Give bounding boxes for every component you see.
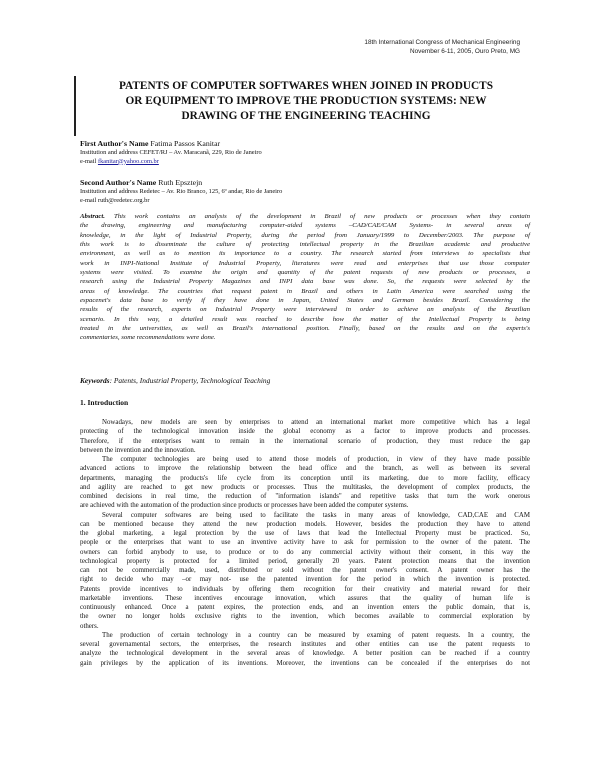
second-author-email-label: e-mail <box>80 196 97 204</box>
body-line: marketable inventions. These incentives encourage innovation, which assures that the quality of human life is <box>80 594 530 602</box>
abstract-line: treated in the universities, as well as Brazil's international position. Finally, based on the results and on the experts's <box>80 325 530 333</box>
body-line: gain privileges by the application of its inventions. Moreover, the inventions can be concealed if the enterprises do not <box>80 659 530 667</box>
first-author-block <box>80 139 540 166</box>
body-line: The computer technologies are being used to attend those models of production, in view of they have made possible <box>102 456 530 463</box>
abstract-line: systems were visited. To examine the origin and quantity of the patent requests of new products or processes, a <box>80 269 530 277</box>
conference-date-location: November 6-11, 2005, Ouro Preto, MG <box>410 47 520 55</box>
first-author-institution: Institution and address CEFET/RJ – Av. Maracanã, 229, Rio de Janeiro <box>80 149 262 156</box>
body-line: can be mentioned because they attend the new production models. However, besides the production they have to attend <box>80 520 530 528</box>
body-line: protecting of the technological innovation inside the global economy as a factor to improve products and processes. <box>80 428 530 436</box>
abstract-line: commentaries, some recommendations were done. <box>80 334 216 342</box>
first-author-email-label: e-mail <box>80 157 97 165</box>
body-line: departments, managing the products's life cycle from its conception until its marketing, due to more facility, efficacy <box>80 474 530 482</box>
body-line: others. <box>80 622 99 630</box>
abstract-line: areas of knowledge. The countries that request patent in Brazil and others in Latin America were searched using the <box>80 287 530 295</box>
body-line: and agility are reached to get new products or processes. Thus the multitasks, the development of complex products, the <box>80 483 530 491</box>
body-line: analyze the technological development in the several areas of knowledge. A better position can be reached if a country <box>80 650 530 658</box>
second-author-email: ruth@redetec.org.br <box>97 196 150 204</box>
body-line: the global marketing, a legal protection by the use of laws that lead the Intellectual Property must be practiced. So, <box>80 530 530 537</box>
abstract-line: results of the research, experts on Industrial Property were interviewed in order to achieve an analysis of the Brazilian <box>80 306 530 314</box>
body-line: right to decide who may –or may not- use the patented invention for the period in which the invention is protected. <box>80 576 530 584</box>
conference-header <box>260 39 520 56</box>
keywords-list: : Patents, Industrial Property, Technological Teaching <box>109 376 271 385</box>
keywords <box>80 376 530 386</box>
paper-title <box>80 79 532 124</box>
second-author-institution: Institution and address Redetec – Av. Rio Branco, 125, 6º andar, Rio de Janeiro <box>80 188 283 195</box>
body-line: can not be commercially made, used, distributed or sold without the patent owner's consent. A patent owner has the <box>80 567 530 574</box>
second-author-block <box>80 178 540 205</box>
body-line: Several computer softwares are being used to facilitate the tasks in many areas of knowledge, CAD,CAE and CAM <box>102 511 530 519</box>
abstract-line: the drawing, engineering and manufacturing computer-aided systems –CAD/CAE/CAM Systems- in several areas of <box>80 222 530 230</box>
abstract-line: research using the Industrial Property Magazines and INPI data base was done. So, the requests were selected by the <box>80 278 530 286</box>
title-margin-rule <box>74 76 76 136</box>
first-author-name: Fatima Passos Kanitar <box>150 139 221 148</box>
body-line: Patents provide incentives to individuals by offering them recognition for their creativity and material reward for their <box>80 585 530 593</box>
body-line: technological property is protected for a limited period, generally 20 years. Patent protection means that the invention <box>80 557 530 565</box>
body-line: Nowadays, new models are seen by enterprises to attend an international market more competitive which has a legal <box>102 419 530 426</box>
abstract-line: This work contains an analysis of the development in Brazil of new products or processes when they contain <box>113 213 530 220</box>
body-line: are achieved with the automation of the production since products or processes have been added the computer systems. <box>80 502 409 510</box>
first-author-email-link[interactable]: fkanitar@yahoo.com.br <box>97 157 159 165</box>
section-heading-introduction: 1. Introduction <box>80 398 129 407</box>
body-line: the owner no longer holds exclusive rights to the invention, which becomes available to commercial exploration by <box>80 613 530 621</box>
conference-name: 18th International Congress of Mechanical Engineering <box>364 39 520 46</box>
body-line: several governamental sectors, the enterprises, the research institutes and other entities can use the patent requests to <box>80 641 530 648</box>
second-author-name: Ruth Epsztejn <box>158 178 203 187</box>
abstract-line: knowledge, in the light of Industrial Property, during the period from January/1999 to December/2003. The purpose of <box>80 231 530 239</box>
body-line: between the invention and the innovation. <box>80 446 196 454</box>
body-line: people or the enterprises that want to use an inventive activity have to ask for permission to the owner of the patent. The <box>80 539 530 547</box>
second-author-label: Second Author's Name <box>80 178 157 187</box>
abstract-line: scenario. In this way, a detailed result was reached to describe how the matter of the Intellectual Property is being <box>80 315 530 323</box>
body-line: combined decisions in real time, the reduction of "information islands" and repetitive tasks that turn the work onerous <box>80 493 530 500</box>
body-line: advanced actions to improve the relationship between the head office and the branch, as well as between its several <box>80 465 530 473</box>
abstract-line: this work is to disseminate the culture of protecting intellectual property in the Brazilian academic and productive <box>80 241 530 249</box>
title-line: PATENTS OF COMPUTER SOFTWARES WHEN JOINED IN PRODUCTS <box>119 80 493 92</box>
abstract <box>80 212 530 343</box>
abstract-line: espacenet's data base to verify if they have done in Japan, United States and German besides Brazil. Considering the <box>80 297 530 305</box>
abstract-label: Abstract. <box>80 213 105 220</box>
body-line: owners can forbid anybody to use, to produce or to do any commercial activity without their consent, in this way the <box>80 548 530 556</box>
body-line: Therefore, if the enterprises want to remain in the international scenario of production, they must reduce the gap <box>80 437 530 445</box>
keywords-label: Keywords <box>80 376 110 385</box>
body-line: The production of certain technology in a country can be measured by examing of patent requests. In a country, the <box>102 631 530 639</box>
body-line: continuously enhanced. Once a patent expires, the protection ends, and an invention enters the public domain, that is, <box>80 604 530 611</box>
first-author-label: First Author's Name <box>80 139 149 148</box>
introduction-body <box>80 418 530 668</box>
title-line: DRAWING OF THE ENGINEERING TEACHING <box>181 110 431 122</box>
abstract-line: work in INPI-National Institute of Industrial Property, literatures were read and enterprises that use those computer <box>80 259 530 267</box>
title-line: OR EQUIPMENT TO IMPROVE THE PRODUCTION SYSTEMS: NEW <box>125 95 487 107</box>
abstract-line: environment, as well as to mention its importance to a country. The research started from interviews to specialists that <box>80 250 530 258</box>
